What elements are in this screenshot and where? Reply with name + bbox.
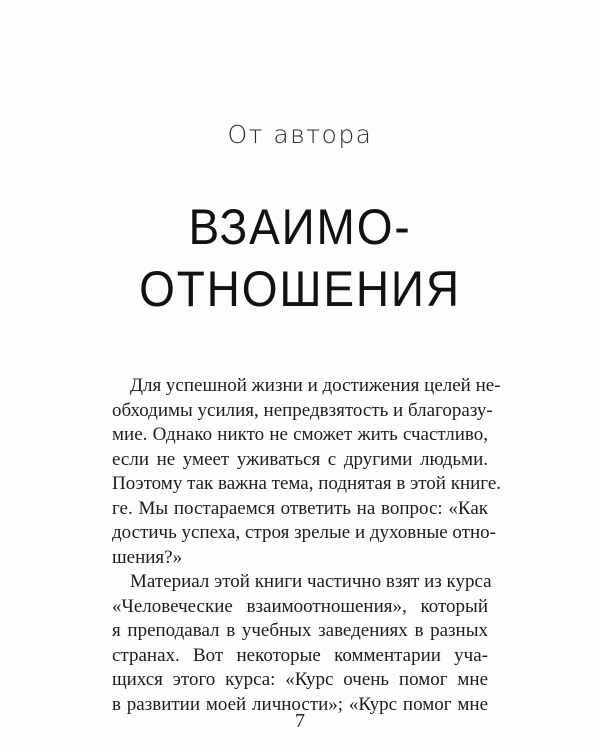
text-line: Материал этой книги частично взят из курса (130, 571, 492, 592)
chapter-title (24, 196, 576, 320)
text-line: ге. Мы постараемся ответить на вопрос: «Как (112, 497, 488, 519)
text-line: мие. Однако никто не сможет жить счастливо, (112, 424, 488, 445)
text-line: достичь успеха, строя зрелые и духовные отно- (112, 522, 496, 543)
text-line: я преподавал в учебных заведениях в разных (112, 620, 488, 641)
text-line: шения?» (112, 546, 183, 568)
text-line: обходимы усилия, непредвзятость и благоразу- (112, 399, 493, 421)
chapter-title-line-2: ОТНОШЕНИЯ (139, 261, 461, 317)
text-line: щихся этого курса: «Курс очень помог мне (112, 669, 488, 690)
text-line: «Человеческие взаимоотношения», который (112, 595, 488, 617)
text-line: Поэтому так важна тема, поднятая в этой книге. (112, 473, 502, 494)
paragraph-1 (112, 374, 502, 570)
page-number: 7 (295, 710, 305, 732)
text-line: странах. Вот некоторые комментарии уча- (112, 644, 488, 666)
paragraph-2 (112, 570, 492, 717)
chapter-label: От автора (227, 120, 373, 149)
text-line: в развитии моей личности»; «Курс помог мне (112, 693, 488, 715)
body-text (112, 374, 502, 717)
text-line: если не умеет уживаться с другими людьми. (112, 448, 488, 470)
text-line: Для успешной жизни и достижения целей не- (130, 375, 501, 396)
chapter-title-line-1: ВЗАИМО- (188, 199, 412, 255)
